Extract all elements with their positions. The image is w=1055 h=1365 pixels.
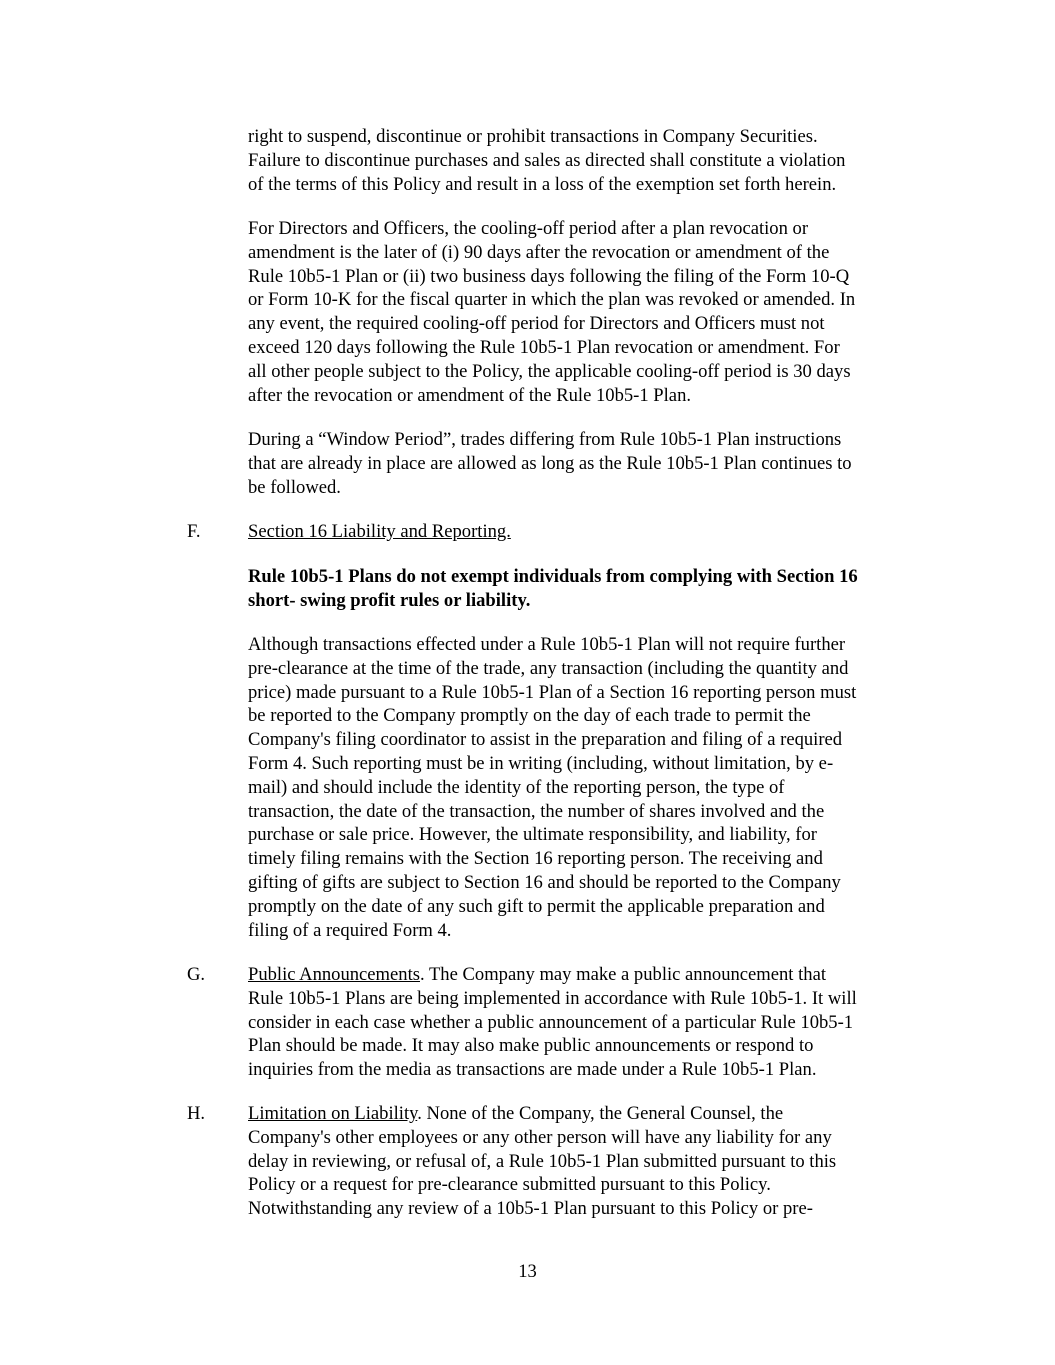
text-line: Plan should be made. It may also make public announcements or respond to <box>248 1035 814 1057</box>
text-line: exceed 120 days following the Rule 10b5-1 Plan revocation or amendment. For <box>248 336 840 358</box>
section-f-heading <box>248 520 938 544</box>
text-line <box>248 963 938 987</box>
page-number: 13 <box>518 1261 537 1282</box>
text-line: Form 4. Such reporting must be in writing (including, without limitation, by e- <box>248 752 834 774</box>
cooling-off-paragraph <box>248 217 938 407</box>
section-heading: Section 16 Liability and Reporting. <box>248 521 511 542</box>
text-line: or Form 10-K for the fiscal quarter in which the plan was revoked or amended. In <box>248 289 856 311</box>
text-line <box>248 1102 938 1126</box>
text-line: be reported to the Company promptly on the day of each trade to permit the <box>248 705 811 727</box>
section-heading: Limitation on Liability <box>248 1103 418 1124</box>
text-line: purchase or sale price. However, the ultimate responsibility, and liability, for <box>248 824 817 846</box>
section-h-label: H. <box>187 1103 206 1124</box>
text-line: transaction, the date of the transaction, the number of shares involved and the <box>248 800 825 822</box>
text-line: amendment is the later of (i) 90 days after the revocation or amendment of the <box>248 241 830 263</box>
text-line: Failure to discontinue purchases and sales as directed shall constitute a violation <box>248 149 846 171</box>
section-g-label: G. <box>187 964 206 985</box>
text-line: For Directors and Officers, the cooling-off period after a plan revocation or <box>248 218 809 239</box>
continuation-paragraph <box>248 125 938 196</box>
text-line: mail) and should include the identity of the reporting person, the type of <box>248 776 785 798</box>
text-line: all other people subject to the Policy, the applicable cooling-off period is 30 days <box>248 360 851 382</box>
text-line: During a “Window Period”, trades differing from Rule 10b5-1 Plan instructions <box>248 429 842 450</box>
text-line: Rule 10b5-1 Plan or (ii) two business days following the filing of the Form 10-Q <box>248 265 850 287</box>
text-line: after the revocation or amendment of the Rule 10b5-1 Plan. <box>248 384 692 406</box>
text-line: Company's other employees or any other person will have any liability for any <box>248 1126 832 1148</box>
text-line: Rule 10b5-1 Plans do not exempt individuals from complying with Section 16 <box>248 566 858 587</box>
section-h-paragraph <box>248 1102 938 1221</box>
text-line: filing of a required Form 4. <box>248 919 452 941</box>
text-line: right to suspend, discontinue or prohibit transactions in Company Securities. <box>248 126 818 147</box>
text-line: price) made pursuant to a Rule 10b5-1 Plan of a Section 16 reporting person must <box>248 681 857 703</box>
text-line: any event, the required cooling-off period for Directors and Officers must not <box>248 313 825 335</box>
section-heading: Public Announcements <box>248 964 420 985</box>
section-f-body <box>248 633 938 942</box>
section-f-bold-statement <box>248 565 938 613</box>
text-line: consider in each case whether a public announcement of a particular Rule 10b5-1 <box>248 1011 854 1033</box>
text-line: delay in reviewing, or refusal of, a Rule 10b5-1 Plan submitted pursuant to this <box>248 1150 837 1172</box>
section-f-label: F. <box>187 521 201 542</box>
text-line: that are already in place are allowed as long as the Rule 10b5-1 Plan continues to <box>248 452 852 474</box>
text-line: short- swing profit rules or liability. <box>248 589 531 611</box>
text-line: Notwithstanding any review of a 10b5-1 Plan pursuant to this Policy or pre- <box>248 1198 813 1220</box>
text-line: be followed. <box>248 476 341 498</box>
section-g-paragraph <box>248 963 938 1082</box>
text-fragment: . None of the Company, the General Counsel, the <box>417 1103 784 1124</box>
window-period-paragraph <box>248 428 938 499</box>
text-line: gifting of gifts are subject to Section 16 and should be reported to the Company <box>248 871 841 893</box>
text-line: inquiries from the media as transactions are made under a Rule 10b5-1 Plan. <box>248 1059 817 1081</box>
text-line: Rule 10b5-1 Plans are being implemented in accordance with Rule 10b5-1. It will <box>248 987 857 1009</box>
text-line: promptly on the date of any such gift to permit the applicable preparation and <box>248 895 825 917</box>
text-line: of the terms of this Policy and result in a loss of the exemption set forth herein. <box>248 173 837 195</box>
text-fragment: . The Company may make a public announcement that <box>419 964 827 985</box>
text-line: Although transactions effected under a Rule 10b5-1 Plan will not require further <box>248 634 846 655</box>
text-line: pre-clearance at the time of the trade, any transaction (including the quantity and <box>248 657 849 679</box>
text-line: timely filing remains with the Section 16 reporting person. The receiving and <box>248 848 823 870</box>
text-line: Company's filing coordinator to assist in the preparation and filing of a required <box>248 729 843 751</box>
text-line: Policy or a request for pre-clearance submitted pursuant to this Policy. <box>248 1174 771 1196</box>
